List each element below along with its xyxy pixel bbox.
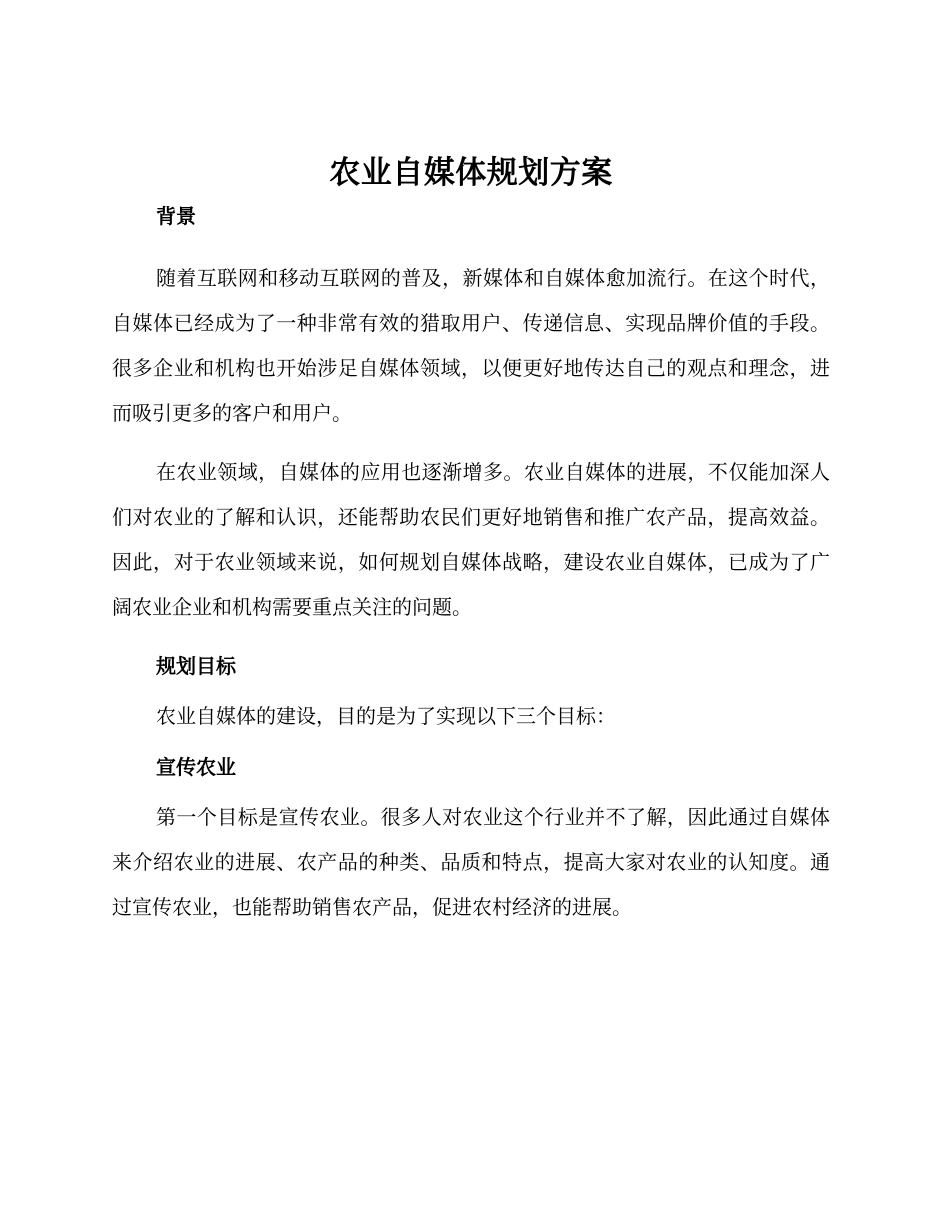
paragraph-goals-intro: 农业自媒体的建设，目的是为了实现以下三个目标：	[156, 704, 616, 728]
spacer	[112, 739, 830, 753]
section-heading-background: 背景	[156, 204, 196, 228]
section-heading-promote: 宣传农业	[156, 755, 236, 779]
document-page	[112, 150, 830, 930]
spacer	[112, 630, 830, 652]
paragraph-promote: 第一个目标是宣传农业。很多人对农业这个行业并不了解，因此通过自媒体来介绍农业的进展、农产品的种类、品质和特点，提高大家对农业的认知度。通过宣传农业，也能帮助销售农产品，促进农村经济的进展。	[112, 805, 830, 919]
paragraph-background-1: 随着互联网和移动互联网的普及，新媒体和自媒体愈加流行。在这个时代，自媒体已经成为了一种非常有效的猎取用户、传递信息、实现品牌价值的手段。很多企业和机构也开始涉足自媒体领域，以便更好地传达自己的观点和理念，进而吸引更多的客户和用户。	[112, 266, 830, 425]
document-title: 农业自媒体规划方案	[329, 155, 613, 191]
section-heading-goals: 规划目标	[156, 654, 236, 678]
spacer	[112, 680, 830, 694]
spacer	[112, 436, 830, 450]
spacer	[112, 781, 830, 795]
paragraph-background-2: 在农业领域，自媒体的应用也逐渐增多。农业自媒体的进展，不仅能加深人们对农业的了解和认识，还能帮助农民们更好地销售和推广农产品，提高效益。因此，对于农业领域来说，如何规划自媒体战略，建设农业自媒体，已成为了广阔农业企业和机构需要重点关注的问题。	[112, 460, 830, 619]
spacer	[112, 230, 830, 256]
